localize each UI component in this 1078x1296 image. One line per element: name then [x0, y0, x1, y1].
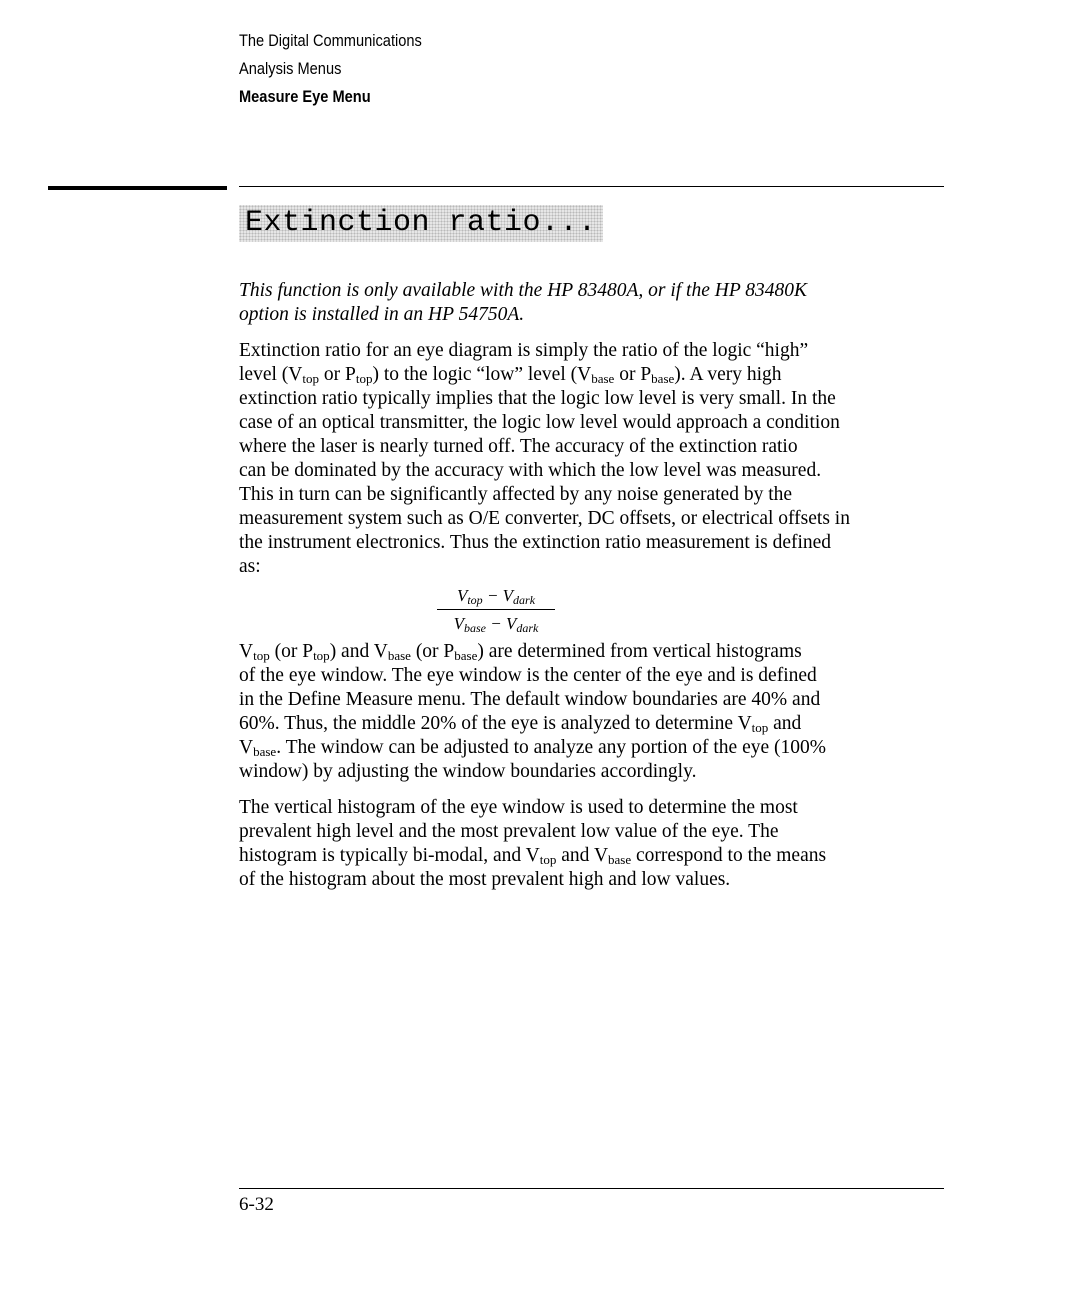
note-line: option is installed in an HP 54750A.	[239, 304, 525, 325]
availability-note	[239, 279, 947, 327]
text-line: can be dominated by the accuracy with which the low level was measured.	[239, 460, 822, 481]
section-rule-thick	[48, 186, 227, 190]
header-section-title: The Digital Communications	[239, 31, 422, 50]
text-line: window) by adjusting the window boundaries accordingly.	[239, 761, 697, 782]
text-line: the instrument electronics. Thus the extinction ratio measurement is defined	[239, 532, 832, 553]
text-line: 60%. Thus, the middle 20% of the eye is analyzed to determine $V_{top}$ and	[239, 713, 802, 735]
formula-numerator: $V_{top} - V_{dark}$	[456, 586, 536, 607]
paragraph-histograms	[239, 640, 947, 784]
paragraph-definition	[239, 339, 947, 579]
text-line: extinction ratio typically implies that the logic low level is very small. In the	[239, 388, 836, 409]
text-line: case of an optical transmitter, the logic low level would approach a condition	[239, 412, 840, 433]
text-line: $V_{base}$. The window can be adjusted to analyze any portion of the eye (100%	[239, 737, 827, 759]
text-line: as:	[239, 556, 261, 577]
text-line: prevalent high level and the most prevalent low value of the eye. The	[239, 821, 779, 842]
formula-denominator: $V_{base} - V_{dark}$	[453, 614, 539, 635]
text-line: of the histogram about the most prevalent high and low values.	[239, 869, 731, 890]
formula-fraction-bar	[437, 609, 555, 610]
text-line: The vertical histogram of the eye window is used to determine the most	[239, 797, 798, 818]
note-line: This function is only available with the HP 83480A, or if the HP 83480K	[239, 280, 808, 301]
text-line: histogram is typically bi-modal, and $V_{top}$ and $V_{base}$ correspond to the means	[239, 845, 827, 867]
header-menu-title: Measure Eye Menu	[239, 87, 371, 106]
text-line: measurement system such as O/E converter, DC offsets, or electrical offsets in	[239, 508, 850, 529]
text-line: in the Define Measure menu. The default window boundaries are 40% and	[239, 689, 821, 710]
text-line: $V_{top}$ (or $P_{top}$) and $V_{base}$ (or $P_{base}$) are determined from vertical histograms	[239, 641, 802, 663]
extinction-ratio-softkey: Extinction ratio...	[239, 205, 603, 242]
text-line: where the laser is nearly turned off. The accuracy of the extinction ratio	[239, 436, 798, 457]
section-rule-thin	[239, 186, 944, 187]
text-line: of the eye window. The eye window is the center of the eye and is defined	[239, 665, 817, 686]
extinction-ratio-formula	[437, 584, 555, 636]
text-line: This in turn can be significantly affected by any noise generated by the	[239, 484, 793, 505]
footer-rule	[239, 1188, 944, 1189]
header-chapter-title: Analysis Menus	[239, 59, 342, 78]
text-line: Extinction ratio for an eye diagram is simply the ratio of the logic “high”	[239, 340, 809, 361]
page-number: 6-32	[239, 1194, 274, 1215]
paragraph-vertical-histogram	[239, 796, 947, 892]
text-line: level ($V_{top}$ or $P_{top}$) to the logic “low” level ($V_{base}$ or $P_{base}$). A very high	[239, 364, 782, 386]
